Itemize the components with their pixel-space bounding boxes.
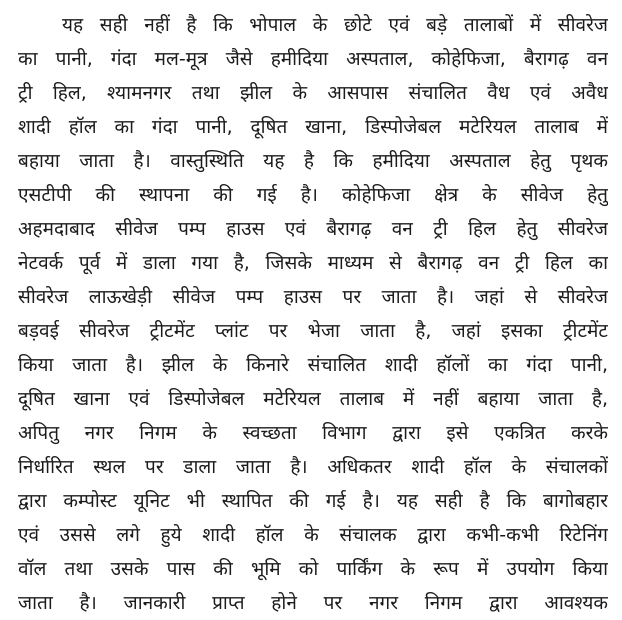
paragraph-line-17: वॉल तथा उसके पास की भूमि को पार्किंग के रूप में उपयोग किया [18,558,608,580]
paragraph-line-4: शादी हॉल का गंदा पानी, दूषित खाना, डिस्पोजेबल मटेरियल तालाब में [18,116,608,138]
paragraph-line-5: बहाया जाता है। वास्तुस्थिति यह है कि हमीदिया अस्पताल हेतु पृथक [18,150,608,172]
paragraph-line-18: जाता है। जानकारी प्राप्त होने पर नगर निगम द्वारा आवश्यक [18,592,608,614]
paragraph-line-7: अहमदाबाद सीवेज पम्प हाउस एवं बैरागढ़ वन ट्री हिल हेतु सीवरेज [18,218,608,240]
paragraph-line-6: एसटीपी की स्थापना की गई है। कोहेफिजा क्षेत्र के सीवेज हेतु [18,184,608,206]
paragraph-line-8: नेटवर्क पूर्व में डाला गया है, जिसके माध्यम से बैरागढ़ वन ट्री हिल का [18,252,608,274]
paragraph-line-2: का पानी, गंदा मल-मूत्र जैसे हमीदिया अस्पताल, कोहेफिजा, बैरागढ़ वन [18,48,608,70]
paragraph-line-15: द्वारा कम्पोस्ट यूनिट भी स्थापित की गई है। यह सही है कि बागोबहार [18,490,608,512]
paragraph-line-16: एवं उससे लगे हुये शादी हॉल के संचालक द्वारा कभी-कभी रिटेनिंग [18,524,608,546]
paragraph-line-11: किया जाता है। झील के किनारे संचालित शादी हॉलों का गंदा पानी, [18,354,608,376]
paragraph-line-1: यह सही नहीं है कि भोपाल के छोटे एवं बड़े तालाबों में सीवरेज [62,14,608,36]
paragraph-line-13: अपितु नगर निगम के स्वच्छता विभाग द्वारा इसे एकत्रित करके [18,422,608,444]
paragraph-line-9: सीवरेज लाऊखेड़ी सीवेज पम्प हाउस पर जाता है। जहां से सीवरेज [18,286,608,308]
paragraph-line-3: ट्री हिल, श्यामनगर तथा झील के आसपास संचालित वैध एवं अवैध [18,82,608,104]
paragraph-line-12: दूषित खाना एवं डिस्पोजेबल मटेरियल तालाब में नहीं बहाया जाता है, [18,388,608,410]
paragraph-line-14: निर्धारित स्थल पर डाला जाता है। अधिकतर शादी हॉल के संचालकों [18,456,608,478]
paragraph-line-10: बड़वई सीवरेज ट्रीटमेंट प्लांट पर भेजा जाता है, जहां इसका ट्रीटमेंट [18,320,608,342]
